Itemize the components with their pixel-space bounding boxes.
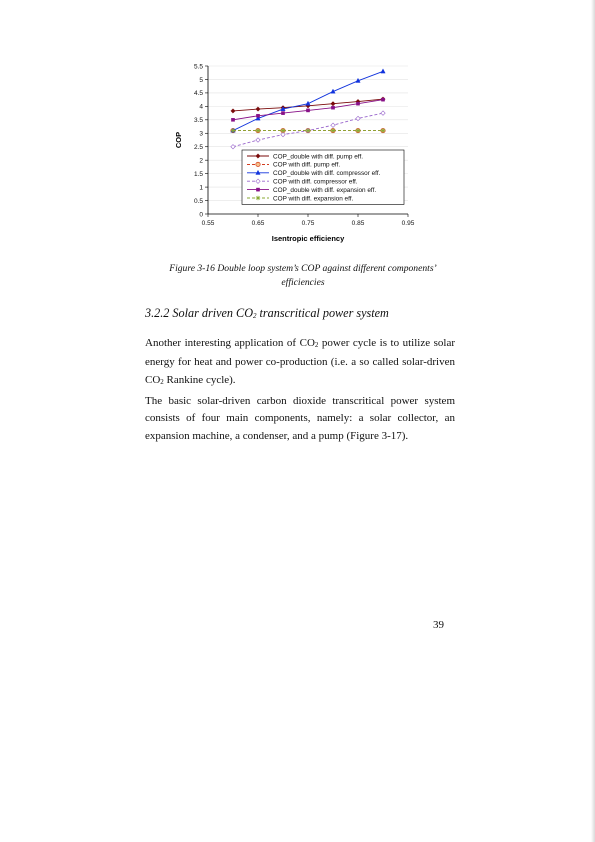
paragraph-2: The basic solar-driven carbon dioxide transcritical power system consists of four main components, namely: a solar collector, an expansion machine, a condenser, and a pump (Figure 3-17). [145, 395, 455, 442]
y-tick-label: 2.5 [193, 144, 203, 152]
data-point [281, 128, 285, 132]
p1-text-c: Rankine cycle). [163, 373, 236, 386]
data-point [356, 128, 360, 132]
x-tick-label: 0.75 [301, 220, 315, 227]
legend-entry-label: COP with diff. expansion eff. [273, 195, 354, 203]
y-tick-label: 1.5 [193, 170, 203, 178]
p1-text-b: power cycle is to utilize solar energy for heat and power co-production (i.e. a so called solar-driven CO [145, 337, 455, 386]
y-tick-label: 0 [199, 211, 203, 219]
x-tick-label: 0.55 [201, 220, 215, 227]
caption-line-2: efficiencies [281, 277, 325, 288]
heading-text-a: 3.2.2 Solar driven CO [145, 306, 253, 320]
figure-caption [150, 262, 456, 290]
paragraph-1 [145, 335, 455, 391]
data-point [381, 98, 384, 101]
p1-text-a: Another interesting application of CO [145, 337, 315, 349]
data-point [356, 102, 359, 105]
section-heading [145, 306, 465, 321]
data-point [306, 128, 310, 132]
legend-entry-label: COP_double with diff. compressor eff. [273, 170, 381, 178]
data-point [231, 118, 234, 121]
y-axis-label: COP [174, 131, 183, 149]
data-point [281, 111, 284, 114]
y-tick-label: 0.5 [193, 197, 203, 205]
x-tick-label: 0.85 [351, 220, 365, 227]
cop-chart [170, 58, 420, 248]
data-point [231, 128, 235, 132]
y-tick-label: 3.5 [193, 117, 203, 125]
x-tick-label: 0.65 [251, 220, 265, 227]
y-tick-label: 5.5 [193, 63, 203, 71]
x-tick-label: 0.95 [401, 220, 415, 227]
data-point [331, 128, 335, 132]
chart-legend [242, 150, 404, 204]
legend-swatch-marker [256, 188, 259, 191]
y-tick-label: 4.5 [193, 90, 203, 98]
data-point [256, 114, 259, 117]
p1-subscript-2: 2 [160, 377, 164, 386]
p1-subscript-1: 2 [314, 341, 319, 349]
page-number: 39 [433, 619, 444, 631]
y-tick-label: 1 [199, 184, 203, 192]
data-point [381, 128, 385, 132]
page-edge-shadow [591, 0, 595, 842]
data-point [256, 128, 260, 132]
legend-entry-label: COP_double with diff. expansion eff. [273, 186, 377, 194]
y-tick-label: 4 [199, 103, 203, 111]
legend-entry-label: COP with diff. compressor eff. [273, 178, 358, 186]
caption-line-1: Figure 3-16 Double loop system’s COP against different components’ [169, 263, 437, 274]
heading-text-b: transcritical power system [256, 306, 389, 320]
x-axis-label: Isentropic efficiency [271, 234, 345, 243]
heading-subscript: 2 [253, 312, 257, 320]
data-point [306, 109, 309, 112]
y-tick-label: 3 [199, 130, 203, 138]
legend-swatch-marker [256, 196, 260, 200]
legend-entry-label: COP_double with diff. pump eff. [273, 153, 363, 161]
legend-entry-label: COP with diff. pump eff. [273, 161, 341, 169]
data-point [331, 106, 334, 109]
legend-swatch-marker [256, 162, 260, 166]
y-tick-label: 5 [199, 76, 203, 84]
y-tick-label: 2 [199, 157, 203, 165]
